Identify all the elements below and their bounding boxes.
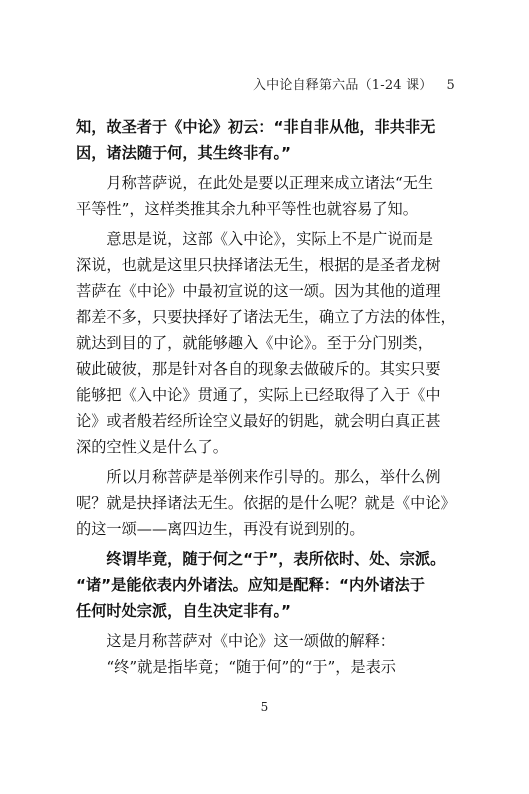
text-line: 深说，也就是这里只抉择诸法无生，根据的是圣者龙树 [76,256,441,274]
text-line: 的这一颂——离四边生，再没有说到别的。 [76,520,365,538]
running-header [253,74,455,93]
text-line: “诸”是能依表内外诸法。应知是配释：“内外诸法于 [76,576,425,594]
text-line: 论》或者般若经所诠空义最好的钥匙，就会明白真正甚 [76,412,441,430]
text-line: 平等性”，这样类推其余九种平等性也就容易了知。 [76,200,418,218]
quote-block-zhonglun-verse [76,114,456,166]
text-line: 因，诸法随于何，其生终非有。” [76,144,292,162]
paragraph [76,628,456,680]
text-line: “终”就是指毕竟；“随于何”的“于”，是表示 [76,658,396,676]
text-line: 就达到目的了，就能够趣入《中论》。至于分门别类， [76,334,433,352]
text-line: 意思是说，这部《入中论》，实际上不是广说而是 [76,230,433,248]
text-line: 所以月称菩萨是举例来作引导的。那么，举什么例 [76,468,441,486]
text-line: 都差不多，只要抉择好了诸法无生，确立了方法的体性， [76,308,456,326]
text-line: 终谓毕竟，随于何之“于”，表所依时、处、宗派。 [76,550,446,568]
text-line: 破此破彼，那是针对各自的现象去做破斥的。其实只要 [76,360,441,378]
header-title: 入中论自释第六品（1-24 课） [252,78,433,93]
text-line: 任何时处宗派，自生决定非有。” [76,602,292,620]
text-line: 深的空性义是什么了。 [76,438,228,456]
text-line: 月称菩萨说，在此处是要以正理来成立诸法“无生 [76,174,434,192]
paragraph [76,170,456,222]
header-page-number: 5 [446,78,455,93]
text-line: 这是月称菩萨对《中论》这一颂做的解释： [76,632,395,650]
paragraph [76,226,456,460]
text-line: 能够把《入中论》贯通了，实际上已经取得了入于《中 [76,386,441,404]
text-line: 知，故圣者于《中论》初云：“非自非从他，非共非无 [76,118,436,136]
text-line: 菩萨在《中论》中最初宣说的这一颂。因为其他的道理 [76,282,441,300]
quote-block-commentary [76,546,456,624]
body-text [76,114,456,680]
text-line: 呢？就是抉择诸法无生。依据的是什么呢？就是《中论》 [76,494,456,512]
paragraph [76,464,456,542]
page-number: 5 [260,700,269,714]
